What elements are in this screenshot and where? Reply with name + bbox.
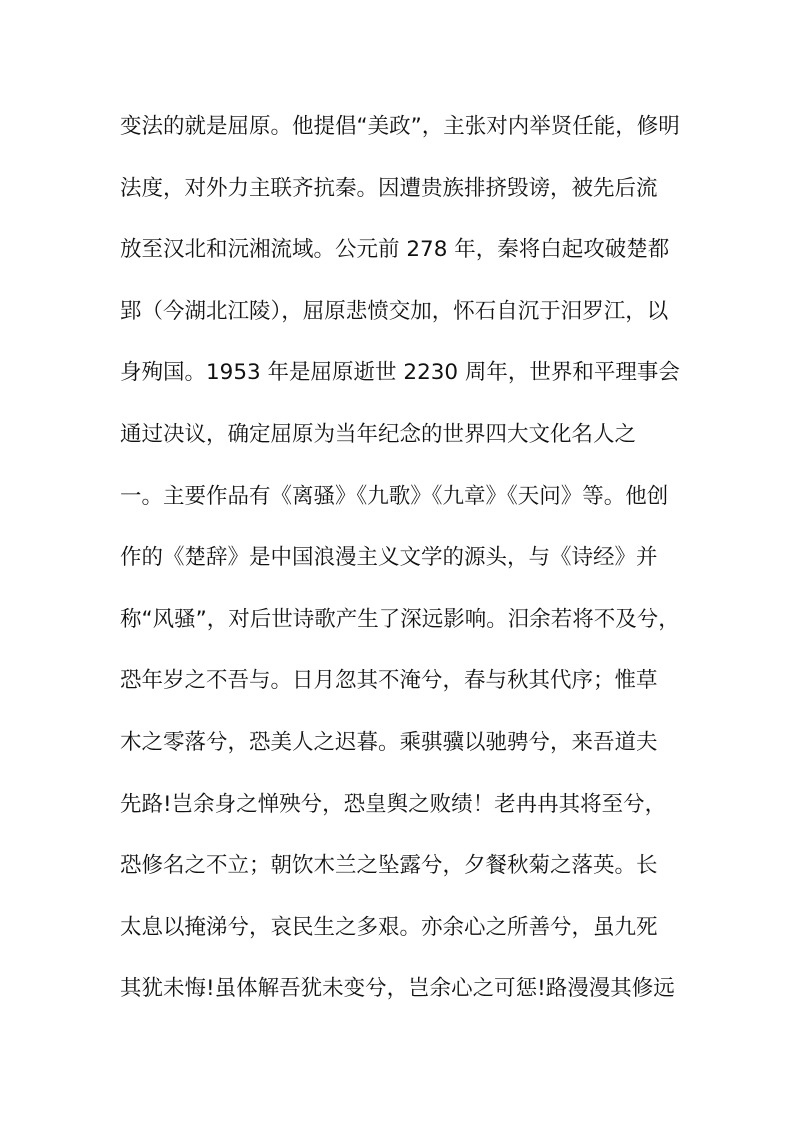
text-line-8: 作的《楚辞》是中国浪漫主义文学的源头，与《诗经》并 <box>120 545 658 571</box>
text-line-2: 法度，对外力主联齐抗秦。因遭贵族排挤毁谤，被先后流 <box>120 175 658 201</box>
text-line-10: 恐年岁之不吾与。日月忽其不淹兮，春与秋其代序；惟草 <box>120 668 658 694</box>
text-line-9: 称“风骚”，对后世诗歌产生了深远影响。汨余若将不及兮， <box>120 606 680 632</box>
text-line-7: 一。主要作品有《离骚》《九歌》《九章》《天问》等。他创 <box>120 483 669 509</box>
text-line-3: 放至汉北和沅湘流域。公元前 278 年，秦将白起攻破楚都 <box>120 237 670 263</box>
text-line-11: 木之零落兮，恐美人之迟暮。乘骐骥以驰骋兮，来吾道夫 <box>120 729 658 755</box>
text-line-4: 郢（今湖北江陵），屈原悲愤交加，怀石自沉于汨罗江，以 <box>120 298 669 324</box>
text-line-6: 通过决议，确定屈原为当年纪念的世界四大文化名人之 <box>120 421 637 447</box>
text-line-12: 先路!岂余身之惮殃兮，恐皇舆之败绩！老冉冉其将至兮， <box>120 791 667 817</box>
text-line-15: 其犹未悔!虽体解吾犹未变兮，岂余心之可惩!路漫漫其修远 <box>120 976 675 1002</box>
text-line-5: 身殉国。1953 年是屈原逝世 2230 周年，世界和平理事会 <box>120 360 680 386</box>
text-line-13: 恐修名之不立；朝饮木兰之坠露兮，夕餐秋菊之落英。长 <box>120 853 658 879</box>
text-line-1: 变法的就是屈原。他提倡“美政”，主张对内举贤任能，修明 <box>120 114 680 139</box>
text-line-14: 太息以掩涕兮，哀民生之多艰。亦余心之所善兮，虽九死 <box>120 914 658 940</box>
body-text <box>120 104 680 1028</box>
